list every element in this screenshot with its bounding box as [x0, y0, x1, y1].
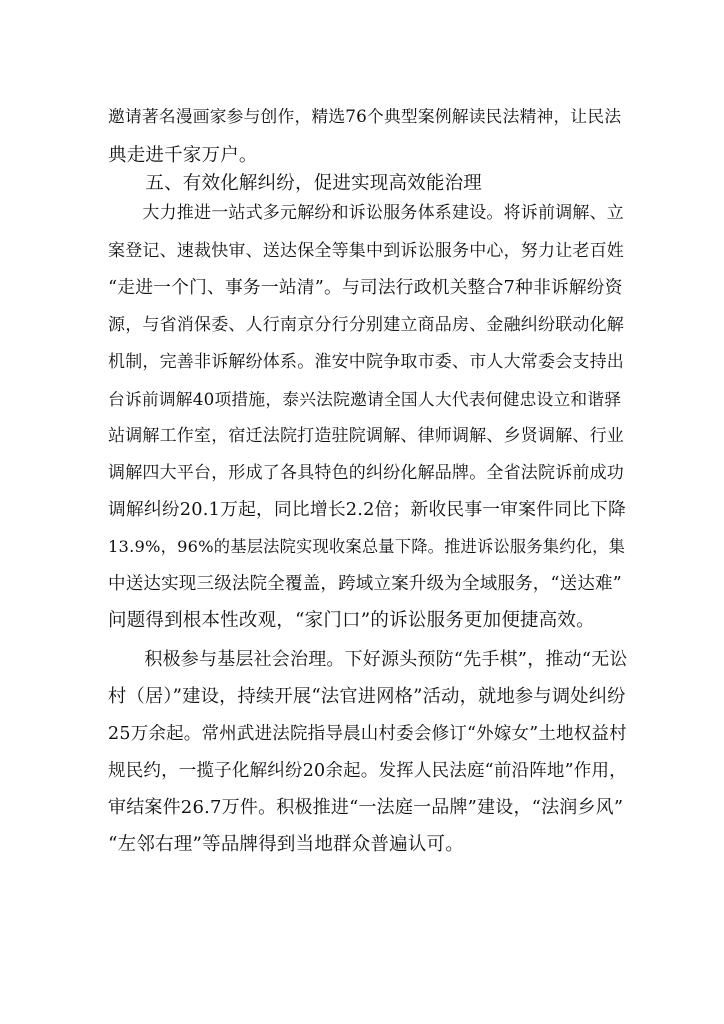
paragraph-line: 审结案件26.7万件。积极推进“一法庭一品牌”建设，“法润乡风”	[108, 797, 624, 818]
paragraph-line: 案登记、速裁快审、送达保全等集中到诉讼服务中心，努力让老百姓	[108, 241, 624, 261]
paragraph-line: 积极参与基层社会治理。下好源头预防“先手棋”，推动“无讼	[108, 649, 628, 670]
paragraph-line: 调解四大平台，形成了各具特色的纠纷化解品牌。全省法院诉前成功	[108, 463, 624, 483]
paragraph-line: 典走进千家万户。	[108, 145, 258, 166]
paragraph-line: 25万余起。常州武进法院指导晨山村委会修订“外嫁女”土地权益村	[108, 724, 627, 744]
paragraph-line: 13.9%，96%的基层法院实现收案总量下降。推进诉讼服务集约化，集	[108, 537, 626, 556]
paragraph-line: 大力推进一站式多元解纷和诉讼服务体系建设。将诉前调解、立	[108, 203, 624, 223]
paragraph-line: 站调解工作室，宿迁法院打造驻院调解、律师调解、乡贤调解、行业	[108, 426, 624, 446]
paragraph-line: 村（居）”建设，持续开展“法官进网格”活动，就地参与调处纠纷	[108, 686, 626, 707]
paragraph-line: 规民约，一揽子化解纠纷20余起。发挥人民法庭“前沿阵地”作用，	[108, 761, 627, 781]
paragraph-line: “左邻右理”等品牌得到当地群众普遍认可。	[108, 834, 464, 855]
paragraph-line: “走进一个门、事务一站清”。与司法行政机关整合7种非诉解纷资	[108, 278, 623, 298]
paragraph-line: 调解纠纷20.1万起，同比增长2.2倍；新收民事一审案件同比下降	[108, 500, 626, 520]
section-heading: 五、有效化解纠纷，促进实现高效能治理	[108, 173, 483, 194]
paragraph-line: 中送达实现三级法院全覆盖，跨域立案升级为全域服务，“送达难”	[108, 574, 622, 594]
paragraph-line: 源，与省消保委、人行南京分行分别建立商品房、金融纠纷联动化解	[108, 315, 624, 335]
paragraph-line: 邀请著名漫画家参与创作，精选76个典型案例解读民法精神，让民法	[108, 106, 622, 126]
paragraph-line: 台诉前调解40项措施，泰兴法院邀请全国人大代表何健忠设立和谐驿	[108, 389, 622, 409]
paragraph-line: 问题得到根本性改观，“家门口”的诉讼服务更加便捷高效。	[108, 610, 595, 631]
paragraph-line: 机制，完善非诉解纷体系。淮安中院争取市委、市人大常委会支持出	[108, 352, 624, 372]
